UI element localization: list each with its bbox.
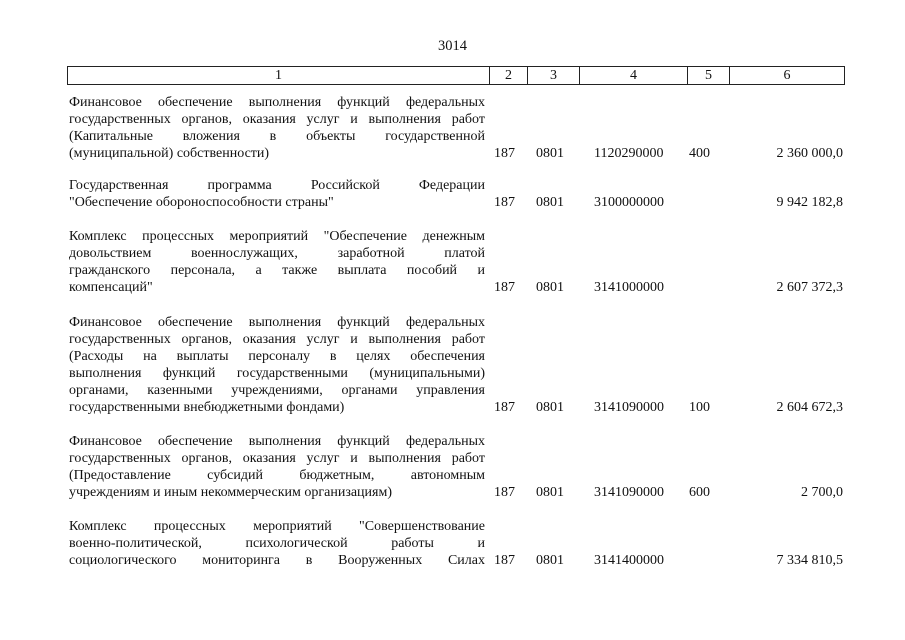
description-line: довольствием военнослужащих, заработной платой — [69, 246, 485, 261]
description-line: органами, казенными учреждениями, органами управления — [69, 383, 485, 398]
description-line: государственными внебюджетными фондами) — [69, 400, 345, 415]
col-2-value: 187 — [494, 485, 515, 500]
col-5-value: 100 — [689, 400, 710, 415]
page-number: 3014 — [438, 38, 467, 54]
table-row — [67, 518, 845, 569]
row-description — [69, 94, 485, 162]
description-line: гражданского персонала, а также выплата пособий и — [69, 263, 485, 278]
row-description — [69, 314, 485, 416]
table-row — [67, 433, 845, 501]
description-line: Финансовое обеспечение выполнения функций федеральных — [69, 315, 485, 330]
col-4-value: 3141400000 — [594, 553, 664, 568]
col-3-value: 0801 — [536, 146, 564, 161]
header-col-4: 4 — [579, 67, 687, 84]
col-3-value: 0801 — [536, 195, 564, 210]
table-row — [67, 314, 845, 416]
header-col-5: 5 — [687, 67, 729, 84]
col-6-amount: 2 700,0 — [801, 485, 843, 500]
header-col-3: 3 — [527, 67, 579, 84]
description-line: социологического мониторинга в Вооруженных Силах — [69, 553, 485, 568]
row-description — [69, 228, 485, 296]
description-line: компенсаций" — [69, 280, 153, 295]
table-row — [67, 177, 845, 211]
col-4-value: 3141000000 — [594, 280, 664, 295]
col-6-amount: 2 604 672,3 — [776, 400, 843, 415]
col-4-value: 3141090000 — [594, 485, 664, 500]
description-line: Финансовое обеспечение выполнения функций федеральных — [69, 434, 485, 449]
header-col-6: 6 — [729, 67, 844, 84]
col-4-value: 3141090000 — [594, 400, 664, 415]
description-line: (муниципальной) собственности) — [69, 146, 270, 161]
col-6-amount: 7 334 810,5 — [776, 553, 843, 568]
col-4-value: 1120290000 — [594, 146, 664, 161]
description-line: Комплекс процессных мероприятий "Обеспечение денежным — [69, 229, 485, 244]
row-description — [69, 177, 485, 211]
description-line: государственных органов, оказания услуг и выполнения работ — [69, 112, 485, 127]
col-6-amount: 2 360 000,0 — [776, 146, 843, 161]
table-row — [67, 228, 845, 296]
description-line: (Расходы на выплаты персоналу в целях обеспечения — [69, 349, 485, 364]
table-row — [67, 94, 845, 162]
col-6-amount: 2 607 372,3 — [776, 280, 843, 295]
col-2-value: 187 — [494, 553, 515, 568]
description-line: военно-политической, психологической работы и — [69, 536, 485, 551]
description-line: Комплекс процессных мероприятий "Совершенствование — [69, 519, 485, 534]
col-3-value: 0801 — [536, 485, 564, 500]
table-header — [67, 66, 845, 85]
description-line: (Предоставление субсидий бюджетным, автономным — [69, 468, 485, 483]
row-description — [69, 433, 485, 501]
description-line: государственных органов, оказания услуг и выполнения работ — [69, 332, 485, 347]
description-line: Государственная программа Российской Федерации — [69, 178, 485, 193]
col-2-value: 187 — [494, 146, 515, 161]
description-line: выполнения функций государственными (муниципальными) — [69, 366, 485, 381]
header-col-2: 2 — [489, 67, 527, 84]
col-3-value: 0801 — [536, 400, 564, 415]
col-2-value: 187 — [494, 400, 515, 415]
description-line: "Обеспечение обороноспособности страны" — [69, 195, 334, 210]
description-line: (Капитальные вложения в объекты государственной — [69, 129, 485, 144]
col-2-value: 187 — [494, 280, 515, 295]
col-5-value: 600 — [689, 485, 710, 500]
col-3-value: 0801 — [536, 553, 564, 568]
col-5-value: 400 — [689, 146, 710, 161]
col-3-value: 0801 — [536, 280, 564, 295]
description-line: учреждениям и иным некоммерческим организациям) — [69, 485, 393, 500]
header-col-1: 1 — [275, 68, 282, 83]
description-line: Финансовое обеспечение выполнения функций федеральных — [69, 95, 485, 110]
col-4-value: 3100000000 — [594, 195, 664, 210]
col-2-value: 187 — [494, 195, 515, 210]
col-6-amount: 9 942 182,8 — [776, 195, 843, 210]
description-line: государственных органов, оказания услуг и выполнения работ — [69, 451, 485, 466]
row-description — [69, 518, 485, 569]
